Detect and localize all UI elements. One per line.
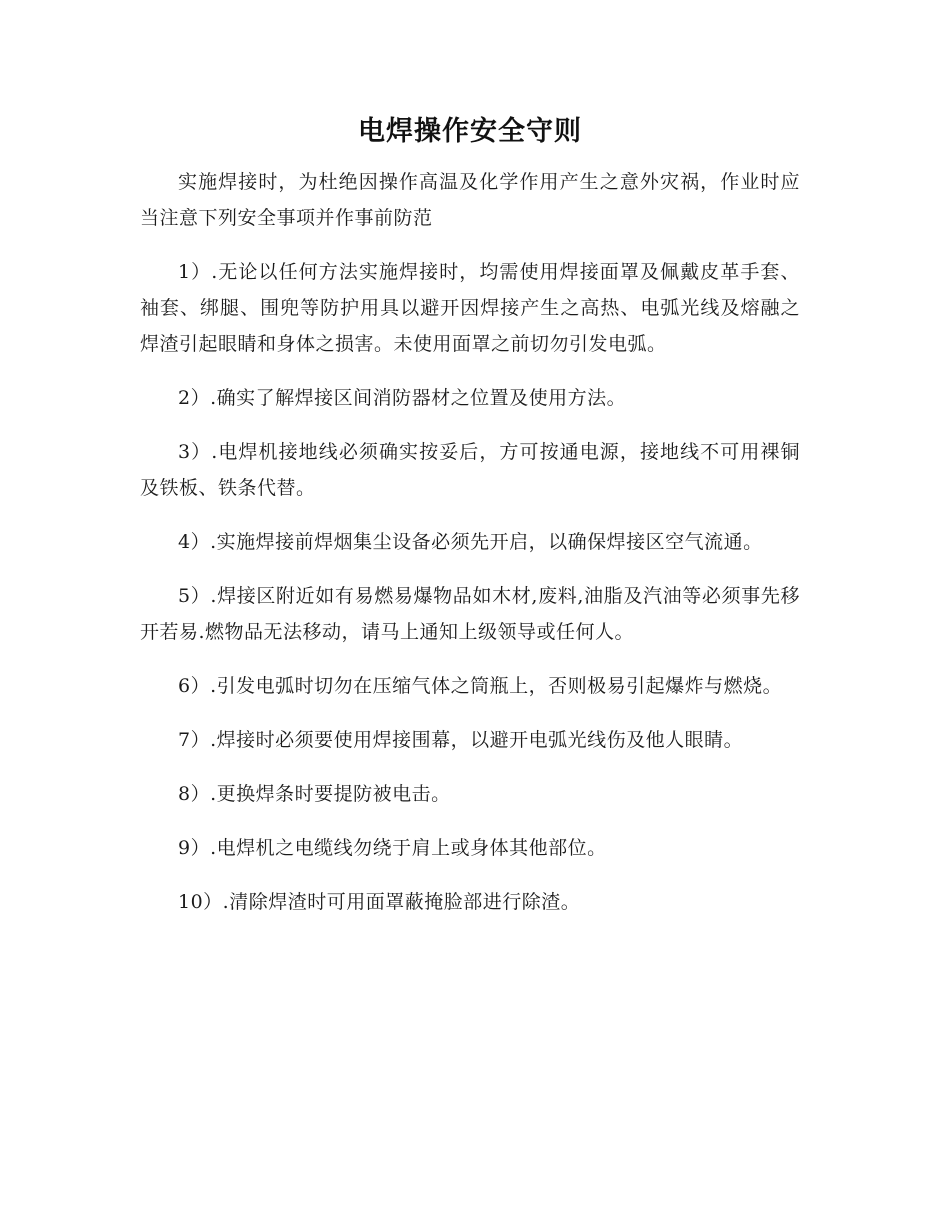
rule-item-2: 2）.确实了解焊接区间消防器材之位置及使用方法。 bbox=[178, 387, 627, 409]
document-page bbox=[140, 110, 800, 920]
rule-item-4: 4）.实施焊接前焊烟集尘设备必须先开启，以确保焊接区空气流通。 bbox=[178, 531, 763, 553]
rule-item-10: 10）.清除焊渣时可用面罩蔽掩脸部进行除渣。 bbox=[178, 891, 581, 913]
rule-item-1: 1）.无论以任何方法实施焊接时，均需使用焊接面罩及佩戴皮革手套、袖套、绑腿、围兜等防护用具以避开因焊接产生之高热、电弧光线及熔融之焊渣引起眼睛和身体之损害。未使用面罩之前切勿引发电弧。 bbox=[140, 261, 800, 355]
intro-paragraph: 实施焊接时，为杜绝因操作高温及化学作用产生之意外灾祸，作业时应当注意下列安全事项并作事前防范 bbox=[140, 171, 800, 229]
rule-item-7: 7）.焊接时必须要使用焊接围幕，以避开电弧光线伤及他人眼睛。 bbox=[178, 729, 744, 751]
rule-item-3: 3）.电焊机接地线必须确实按妥后，方可按通电源，接地线不可用裸铜及铁板、铁条代替。 bbox=[140, 441, 800, 499]
document-title: 电焊操作安全守则 bbox=[358, 116, 582, 147]
rule-item-9: 9）.电焊机之电缆线勿绕于肩上或身体其他部位。 bbox=[178, 837, 607, 859]
rule-item-8: 8）.更换焊条时要提防被电击。 bbox=[178, 783, 451, 805]
rule-item-6: 6）.引发电弧时切勿在压缩气体之筒瓶上，否则极易引起爆炸与燃烧。 bbox=[178, 675, 783, 697]
rule-item-5: 5）.焊接区附近如有易燃易爆物品如木材,废料,油脂及汽油等必须事先移开若易.燃物品无法移动，请马上通知上级领导或任何人。 bbox=[140, 585, 800, 643]
